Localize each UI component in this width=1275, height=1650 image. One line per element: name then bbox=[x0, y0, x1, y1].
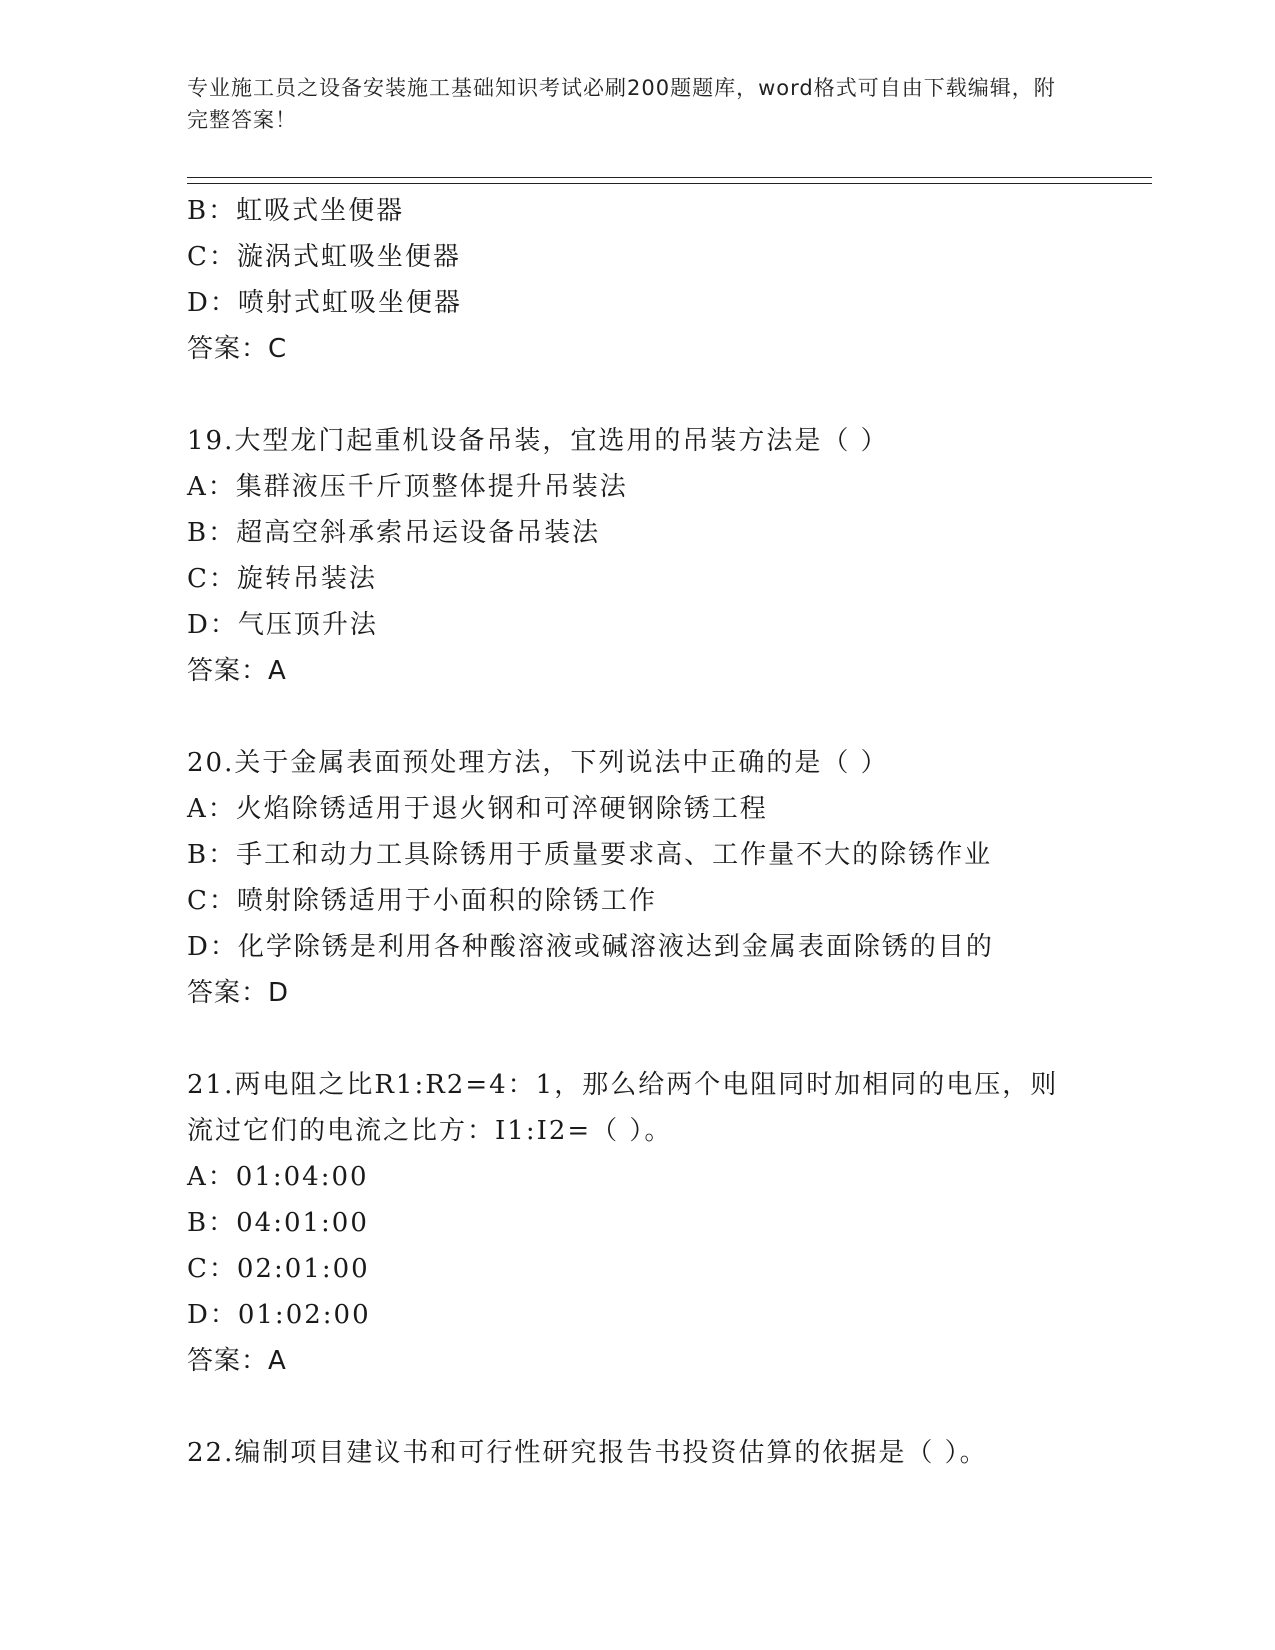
question-21: 21.两电阻之比R1:R2=4：1，那么给两个电阻同时加相同的电压，则流过它们的电流之比方：I1:I2=（ ）。 bbox=[187, 1070, 1059, 1146]
option-b: B：超高空斜承索吊运设备吊装法 bbox=[187, 518, 601, 548]
spacer bbox=[187, 1016, 1127, 1062]
option-c: C：喷射除锈适用于小面积的除锈工作 bbox=[187, 886, 657, 916]
option-d: D：01:02:00 bbox=[187, 1300, 371, 1330]
question-19: 19.大型龙门起重机设备吊装，宜选用的吊装方法是（ ） bbox=[187, 426, 889, 456]
option-a: A：集群液压千斤顶整体提升吊装法 bbox=[187, 472, 628, 502]
option-b: B：虹吸式坐便器 bbox=[187, 196, 405, 226]
spacer bbox=[187, 372, 1127, 418]
option-b: B：04:01:00 bbox=[187, 1208, 369, 1238]
answer-line: 答案：A bbox=[187, 1346, 287, 1376]
question-22: 22.编制项目建议书和可行性研究报告书投资估算的依据是（ ）。 bbox=[187, 1438, 988, 1468]
option-a: A：01:04:00 bbox=[187, 1162, 369, 1192]
document-header: 专业施工员之设备安装施工基础知识考试必刷200题题库，word格式可自由下载编辑，附完整答案！ bbox=[187, 76, 1056, 132]
question-20: 20.关于金属表面预处理方法，下列说法中正确的是（ ） bbox=[187, 748, 889, 778]
option-c: C：漩涡式虹吸坐便器 bbox=[187, 242, 461, 272]
header-divider-top bbox=[187, 177, 1152, 178]
question-list bbox=[187, 188, 1127, 1476]
answer-line: 答案：A bbox=[187, 656, 287, 686]
header-divider-bottom bbox=[187, 183, 1152, 184]
answer-line: 答案：C bbox=[187, 334, 288, 364]
option-d: D：化学除锈是利用各种酸溶液或碱溶液达到金属表面除锈的目的 bbox=[187, 932, 994, 962]
option-d: D：喷射式虹吸坐便器 bbox=[187, 288, 462, 318]
spacer bbox=[187, 694, 1127, 740]
option-c: C：02:01:00 bbox=[187, 1254, 370, 1284]
spacer bbox=[187, 1384, 1127, 1430]
answer-line: 答案：D bbox=[187, 978, 290, 1008]
option-b: B：手工和动力工具除锈用于质量要求高、工作量不大的除锈作业 bbox=[187, 840, 993, 870]
option-c: C：旋转吊装法 bbox=[187, 564, 377, 594]
option-a: A：火焰除锈适用于退火钢和可淬硬钢除锈工程 bbox=[187, 794, 768, 824]
option-d: D：气压顶升法 bbox=[187, 610, 378, 640]
